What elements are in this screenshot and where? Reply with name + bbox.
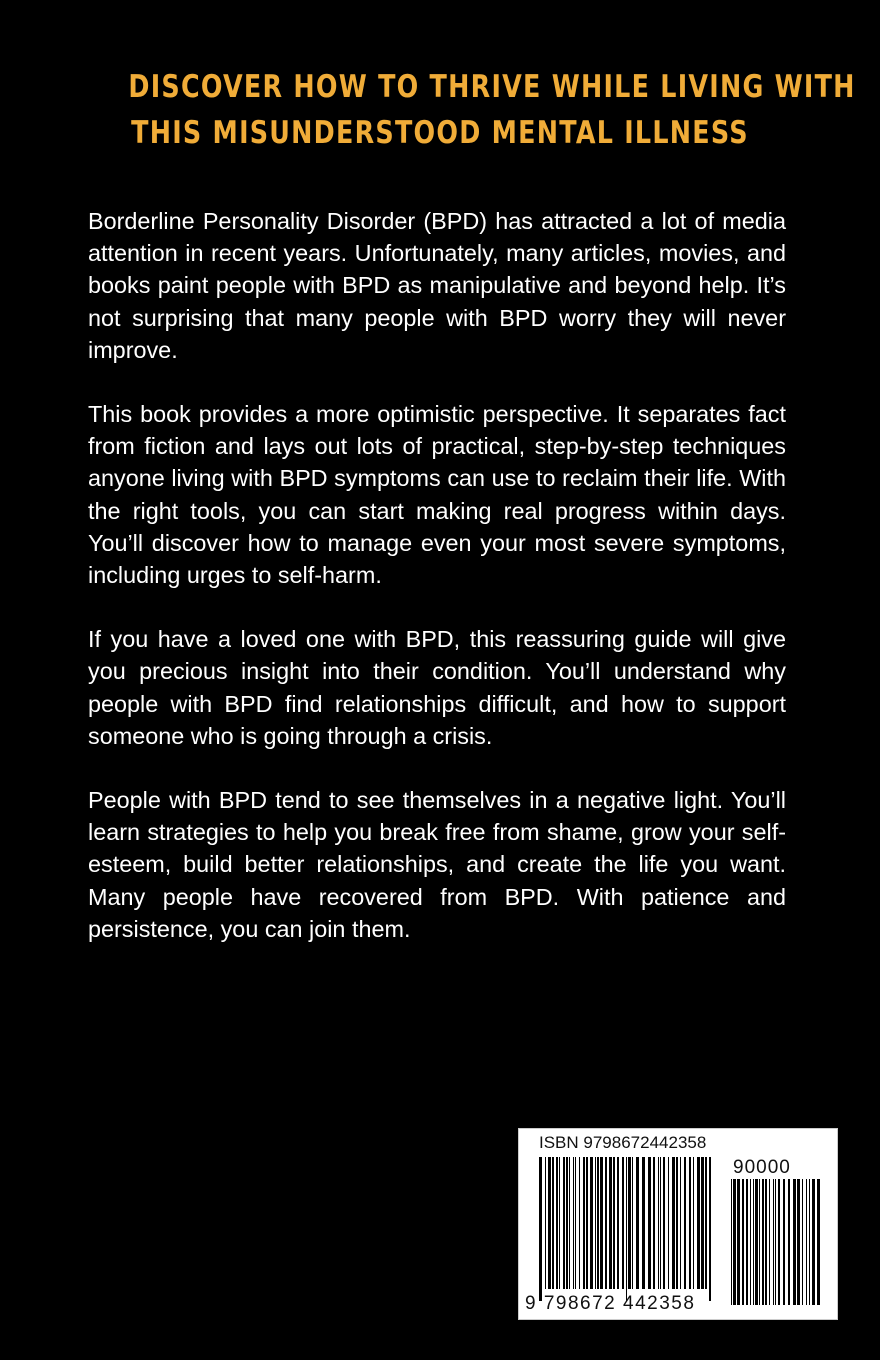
- barcode-bar: [626, 1157, 627, 1301]
- barcode-bar: [765, 1179, 767, 1305]
- barcode-bar: [773, 1179, 774, 1305]
- barcode-bar: [693, 1157, 694, 1289]
- barcode-bar: [545, 1157, 546, 1289]
- barcode-bar: [753, 1179, 754, 1305]
- headline: [128, 64, 856, 156]
- barcode-bar: [778, 1179, 780, 1305]
- blurb-paragraph-3: If you have a loved one with BPD, this reassuring guide will give you precious insight into their condition. You’ll understand why people with BPD find relationships difficult, and how to support someone who is going through a crisis.: [88, 626, 786, 749]
- barcode-bar: [660, 1157, 661, 1289]
- barcode-bar: [750, 1179, 751, 1305]
- barcode-bar: [552, 1157, 554, 1289]
- barcode-bar: [609, 1157, 612, 1289]
- barcode-bar: [762, 1179, 764, 1305]
- barcode-bar: [617, 1157, 619, 1289]
- barcode-bar: [579, 1157, 580, 1289]
- barcode-bar: [733, 1179, 736, 1305]
- headline-line-2: THIS MISUNDERSTOOD MENTAL ILLNESS: [131, 115, 749, 151]
- barcode-bar: [783, 1179, 785, 1305]
- barcode-bar: [636, 1157, 639, 1289]
- barcode-bar: [759, 1179, 760, 1305]
- barcode-bar: [642, 1157, 645, 1289]
- blurb-paragraph-4: People with BPD tend to see themselves in a negative light. You’ll learn strategies to help you break free from shame, grow your self-esteem, build better relationships, and create the life you want. Many people have recovered from BPD. With patience and persistence, you can join them.: [88, 787, 786, 942]
- barcode-bar: [566, 1157, 568, 1289]
- barcode-bar: [658, 1157, 659, 1289]
- barcode-bar: [648, 1157, 651, 1289]
- barcode-bar: [797, 1179, 800, 1305]
- barcode-bar: [653, 1157, 655, 1289]
- barcode-bar: [539, 1157, 542, 1301]
- barcode-bar: [622, 1157, 624, 1289]
- blurb-paragraph-2: This book provides a more optimistic perspective. It separates fact from fiction and lays out lots of practical, step-by-step techniques anyone living with BPD symptoms can use to reclaim their life. With the right tools, you can start making real progress within days. You’ll discover how to manage even your most severe symptoms, including urges to self-harm.: [88, 401, 786, 589]
- barcode-bar: [793, 1179, 796, 1305]
- barcode-bar: [817, 1179, 820, 1305]
- barcode-bar: [628, 1157, 631, 1289]
- barcode-bar: [705, 1157, 707, 1289]
- barcode-bar: [701, 1157, 704, 1289]
- barcode-bar: [613, 1157, 615, 1289]
- barcode-bar: [559, 1157, 560, 1289]
- barcode-bar: [583, 1157, 585, 1289]
- barcode-bar: [605, 1157, 607, 1289]
- barcode-bar: [812, 1179, 815, 1305]
- isbn-label: ISBN 9798672442358: [539, 1133, 707, 1152]
- barcode-bar: [742, 1179, 744, 1305]
- ean-digits: 9 798672 442358: [525, 1293, 696, 1314]
- price-code: 90000: [733, 1157, 791, 1178]
- barcode-bar: [755, 1179, 758, 1305]
- barcode-bar: [806, 1179, 807, 1305]
- blurb: [88, 205, 786, 977]
- barcode-bar: [709, 1157, 711, 1301]
- barcode-bar: [731, 1179, 732, 1305]
- barcode-bar: [575, 1157, 576, 1289]
- blurb-paragraph-1: Borderline Personality Disorder (BPD) has attracted a lot of media attention in recent years. Unfortunately, many articles, movies, and books paint people with BPD as manipulative and beyond help. It’s not surprising that many people with BPD worry they will never improve.: [88, 208, 786, 363]
- ean-barcode: [539, 1157, 711, 1301]
- barcode-bar: [775, 1179, 776, 1305]
- barcode-bar: [548, 1157, 551, 1289]
- barcode-bar: [556, 1157, 558, 1289]
- barcode-bar: [663, 1157, 665, 1289]
- barcode-bar: [600, 1157, 603, 1289]
- barcode-bar: [769, 1179, 770, 1305]
- barcode-bar: [809, 1179, 810, 1305]
- barcode-bar: [802, 1179, 803, 1305]
- barcode-box: [518, 1128, 838, 1320]
- barcode-bar: [689, 1157, 691, 1289]
- barcode-bar: [595, 1157, 596, 1289]
- barcode-bar: [573, 1157, 574, 1289]
- barcode-bar: [569, 1157, 570, 1289]
- barcode-bar: [668, 1157, 669, 1289]
- barcode-bar: [586, 1157, 588, 1289]
- barcode-bar: [680, 1157, 681, 1289]
- barcode-bar: [788, 1179, 790, 1305]
- barcode-bar: [676, 1157, 678, 1289]
- barcode-bar: [746, 1179, 748, 1305]
- headline-line-1: DISCOVER HOW TO THRIVE WHILE LIVING WITH: [128, 69, 856, 105]
- addon-barcode: [731, 1179, 820, 1305]
- barcode-bar: [597, 1157, 599, 1289]
- barcode-bar: [672, 1157, 675, 1289]
- barcode-bar: [632, 1157, 633, 1289]
- barcode-bar: [590, 1157, 593, 1289]
- barcode-bar: [563, 1157, 565, 1289]
- barcode-bar: [697, 1157, 700, 1289]
- barcode-bar: [737, 1179, 740, 1305]
- barcode-bar: [684, 1157, 686, 1289]
